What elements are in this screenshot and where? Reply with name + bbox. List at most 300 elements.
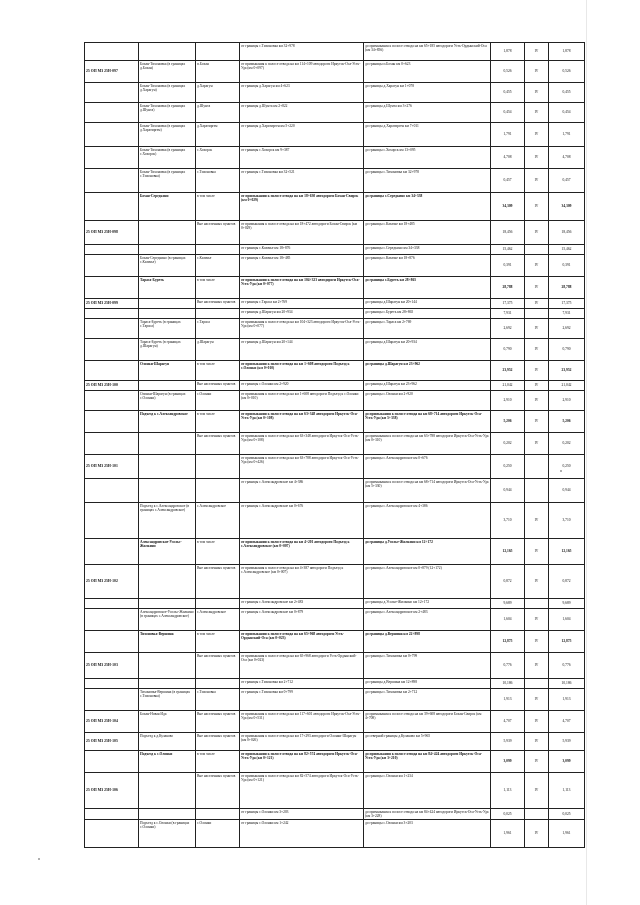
- segment-start-cell: от примыкания к полосе отвода на км 17+293 автодороги Олонки-Шарагун (км 0+026): [240, 733, 364, 751]
- category-cell: IV: [525, 689, 549, 711]
- table-row: [85, 565, 585, 599]
- road-name-cell: Тихоновка-Вершина (в границах с.Тихоновка): [139, 689, 196, 711]
- settlement-cell: Вне населенных пунктов: [196, 565, 240, 599]
- length-cell: 12,165: [491, 539, 525, 565]
- length-cell: 18,456: [491, 221, 525, 245]
- segment-start-cell: от границы с.Александровское км 0+676: [240, 503, 364, 539]
- road-code-cell: [85, 103, 139, 123]
- segment-end-cell: до границы д.Шунта км 3+276: [364, 103, 491, 123]
- segment-end-cell: до границы с.Тихоновка км 2+712: [364, 689, 491, 711]
- length-cell: 0,790: [491, 339, 525, 361]
- category-cell: [525, 479, 549, 503]
- road-code-cell: [85, 503, 139, 539]
- segment-end-cell: до границы с.Хохорск км 13+095: [364, 147, 491, 169]
- settlement-cell: д.Шарагун: [196, 339, 240, 361]
- road-name-cell: [139, 309, 196, 319]
- table-row: [85, 751, 585, 773]
- segment-end-cell: до примыкания к полосе отвода на км 68+714 автодороги Иркутск-Оса-Усть-Уда (км 5+330): [364, 479, 491, 503]
- total-length-cell: 1,791: [549, 123, 585, 147]
- road-name-cell: [139, 43, 196, 61]
- length-cell: 1,604: [491, 609, 525, 631]
- length-cell: 0,944: [491, 479, 525, 503]
- settlement-cell: Вне населенных пунктов: [196, 433, 240, 455]
- settlement-cell: Вне населенных пунктов: [196, 773, 240, 809]
- road-name-cell: Бохан-Тихоновка (в границах д.Шунта): [139, 103, 196, 123]
- category-cell: IV: [525, 339, 549, 361]
- roads-table: [84, 42, 585, 848]
- segment-start-cell: от границы с.Тихоновка км 0+799: [240, 689, 364, 711]
- segment-end-cell: до границы д.Вершина км 22+898: [364, 631, 491, 653]
- category-cell: IV: [525, 711, 549, 733]
- segment-end-cell: до границы д.Вершина км 12+898: [364, 679, 491, 689]
- road-code-cell: [85, 169, 139, 193]
- road-name-cell: [139, 653, 196, 679]
- road-code-cell: [85, 809, 139, 820]
- segment-start-cell: от границы с.Казачье км 18+876: [240, 245, 364, 255]
- road-code-cell: 25 ОП МЗ 25Н-105: [85, 733, 139, 751]
- total-length-cell: 0,872: [549, 565, 585, 599]
- table-row: [85, 361, 585, 381]
- road-name-cell: [139, 479, 196, 503]
- category-cell: IV: [525, 123, 549, 147]
- segment-start-cell: от примыкания к полосе отвода на км 1+608 автодороги Подъезд к с.Олонки (км 0+010): [240, 361, 364, 381]
- segment-end-cell: до границы д.Усолье-Жилкино км 12+172: [364, 539, 491, 565]
- total-length-cell: 4,708: [549, 147, 585, 169]
- settlement-cell: с.Казачье: [196, 255, 240, 277]
- road-name-cell: Тараса-Буреть: [139, 277, 196, 299]
- category-cell: IV: [525, 820, 549, 848]
- road-code-cell: 25 ОП МЗ 25Н-102: [85, 565, 139, 599]
- total-length-cell: 1,113: [549, 773, 585, 809]
- road-name-cell: [139, 455, 196, 479]
- category-cell: IV: [525, 319, 549, 339]
- length-cell: 0,526: [491, 61, 525, 83]
- segment-start-cell: от примыкания к полосе отвода на км 4+387 автодороги Подъезд к с.Александровское (км 0+007): [240, 565, 364, 599]
- length-cell: 17,375: [491, 299, 525, 309]
- total-length-cell: 12,875: [549, 631, 585, 653]
- segment-end-cell: до границы с.Казачье км 18+485: [364, 221, 491, 245]
- category-cell: IV: [525, 733, 549, 751]
- road-code-cell: [85, 539, 139, 565]
- settlement-cell: с.Тихоновка: [196, 169, 240, 193]
- segment-start-cell: от примыкания к полосе отвода на км 104+323 автодороги Иркутск-Оса-Усть-Уда (км 0+077): [240, 277, 364, 299]
- length-cell: 0,391: [491, 255, 525, 277]
- length-cell: 10,186: [491, 679, 525, 689]
- road-name-cell: Подъезд к д.Кулаково: [139, 733, 196, 751]
- segment-end-cell: до границы с.Олонки км 1+234: [364, 773, 491, 809]
- category-cell: [525, 809, 549, 820]
- road-code-cell: [85, 123, 139, 147]
- category-cell: IV: [525, 43, 549, 61]
- total-length-cell: 5,206: [549, 411, 585, 433]
- table-row: [85, 433, 585, 455]
- segment-end-cell: до границы с.Тихоновка км 0+799: [364, 653, 491, 679]
- segment-start-cell: от границы с.Тихоновка км 2+712: [240, 679, 364, 689]
- segment-start-cell: от границы д.Шарагун км 20+144: [240, 339, 364, 361]
- road-name-cell: Бохан-Тихоновка (в границах с.Тихоновка): [139, 169, 196, 193]
- category-cell: IV: [525, 381, 549, 391]
- length-cell: 7,931: [491, 309, 525, 319]
- length-cell: 3,710: [491, 503, 525, 539]
- table-row: [85, 539, 585, 565]
- road-code-cell: [85, 391, 139, 411]
- road-code-cell: [85, 689, 139, 711]
- category-cell: IV: [525, 221, 549, 245]
- category-cell: IV: [525, 773, 549, 809]
- settlement-cell: Вне населенных пунктов: [196, 711, 240, 733]
- table-row: [85, 221, 585, 245]
- table-row: [85, 43, 585, 61]
- settlement-cell: [196, 245, 240, 255]
- segment-start-cell: от границы с.Александровское км 2+483: [240, 599, 364, 609]
- road-name-cell: Бохан-Тихоновка (в границах д.Харатирген): [139, 123, 196, 147]
- category-cell: IV: [525, 277, 549, 299]
- segment-start-cell: от примыкания к полосе отвода на км 63+348 автодороги Иркутск-Оса-Усть-Уда (км 0+108): [240, 433, 364, 455]
- table-row: [85, 689, 585, 711]
- segment-end-cell: до примыкания к полосе отвода на км 68+714 автодороги Иркутск-Оса-Усть-Уда (км 5+338): [364, 411, 491, 433]
- settlement-cell: [196, 455, 240, 479]
- length-cell: 0,872: [491, 565, 525, 599]
- segment-start-cell: от границы д.Шунта км 2+822: [240, 103, 364, 123]
- road-code-cell: [85, 43, 139, 61]
- category-cell: IV: [525, 653, 549, 679]
- table-row: [85, 391, 585, 411]
- segment-end-cell: до границы с.Олонки км 2+920: [364, 391, 491, 411]
- length-cell: 0,454: [491, 103, 525, 123]
- segment-end-cell: до границы д.Шарагун км 20+144: [364, 299, 491, 309]
- segment-start-cell: от границы с.Александровское км 0+879: [240, 609, 364, 631]
- road-code-cell: [85, 255, 139, 277]
- segment-end-cell: до границы с.Буреть км 28+865: [364, 309, 491, 319]
- road-name-cell: Александровское-Усольс-Жилкино: [139, 539, 196, 565]
- road-code-cell: [85, 361, 139, 381]
- settlement-cell: в том числе: [196, 193, 240, 221]
- segment-end-cell: до границы с.Александровское км 0+676: [364, 455, 491, 479]
- settlement-cell: [196, 309, 240, 319]
- length-cell: 0,457: [491, 169, 525, 193]
- length-cell: 1,791: [491, 123, 525, 147]
- category-cell: IV: [525, 411, 549, 433]
- road-code-cell: 25 ОП МЗ 25Н-106: [85, 773, 139, 809]
- length-cell: 21,042: [491, 381, 525, 391]
- total-length-cell: 0,776: [549, 653, 585, 679]
- table-row: [85, 147, 585, 169]
- road-code-cell: [85, 83, 139, 103]
- road-name-cell: [139, 221, 196, 245]
- table-row: [85, 381, 585, 391]
- table-row: [85, 83, 585, 103]
- table-row: [85, 309, 585, 319]
- settlement-cell: в том числе: [196, 539, 240, 565]
- table-row: [85, 61, 585, 83]
- road-name-cell: Тараса-Буреть (в границах д.Шарагун): [139, 339, 196, 361]
- settlement-cell: с.Тихоновка: [196, 689, 240, 711]
- total-length-cell: 1,604: [549, 609, 585, 631]
- category-cell: IV: [525, 255, 549, 277]
- table-row: [85, 631, 585, 653]
- segment-start-cell: от примыкания к полосе отвода на км 63+788 автодороги Иркутск-Оса-Усть-Уда (км 0+426): [240, 455, 364, 479]
- road-code-cell: [85, 631, 139, 653]
- length-cell: 0,455: [491, 83, 525, 103]
- settlement-cell: с.Александровское: [196, 503, 240, 539]
- settlement-cell: [196, 479, 240, 503]
- length-cell: 0,250: [491, 455, 525, 479]
- segment-end-cell: до примыкания к полосе отвода на км 65+185 автодороги Усть-Ордынский-Оса (км 34+856): [364, 43, 491, 61]
- category-cell: IV: [525, 193, 549, 221]
- length-cell: 4,708: [491, 147, 525, 169]
- settlement-cell: с.Хохорск: [196, 147, 240, 169]
- road-name-cell: Подъезд к с.Олонки (в границах с.Олонки): [139, 820, 196, 848]
- road-code-cell: [85, 599, 139, 609]
- roads-register-page: [84, 42, 584, 882]
- table-row: [85, 123, 585, 147]
- table-row: [85, 820, 585, 848]
- segment-start-cell: от примыкания к полосе отвода на км 18+630 автодороги Бохан-Свирск (км 0+029): [240, 193, 364, 221]
- total-length-cell: 0,455: [549, 83, 585, 103]
- road-code-cell: [85, 245, 139, 255]
- table-row: [85, 455, 585, 479]
- length-cell: 1,113: [491, 773, 525, 809]
- category-cell: [525, 309, 549, 319]
- settlement-cell: Вне населенных пунктов: [196, 381, 240, 391]
- table-row: [85, 773, 585, 809]
- segment-end-cell: до границы с.Тихоновка км 32+978: [364, 169, 491, 193]
- segment-end-cell: до границы с.Олонки км 3+203: [364, 820, 491, 848]
- road-name-cell: Бохан-Середкино: [139, 193, 196, 221]
- segment-start-cell: от границы д.Шарагун км 20+934: [240, 309, 364, 319]
- total-length-cell: 3,099: [549, 751, 585, 773]
- road-name-cell: [139, 299, 196, 309]
- road-name-cell: [139, 381, 196, 391]
- segment-end-cell: до примыкания к полосе отвода на км 39+608 автодороги Бохан-Свирск (км 4+708): [364, 711, 491, 733]
- road-name-cell: [139, 433, 196, 455]
- page-fold-line: [586, 0, 587, 905]
- segment-start-cell: от границы д.Харагун км 4+623: [240, 83, 364, 103]
- settlement-cell: с.Олонки: [196, 391, 240, 411]
- table-row: [85, 733, 585, 751]
- segment-end-cell: до примыкания к полосе отвода на км 63+788 автодороги Иркутск-Оса-Усть-Уда (км 0+310): [364, 433, 491, 455]
- road-name-cell: Бохан-Тихоновка (в границах д.Харагун): [139, 83, 196, 103]
- length-cell: 2,692: [491, 319, 525, 339]
- total-length-cell: 7,931: [549, 309, 585, 319]
- segment-start-cell: от границы с.Олонки км 2+920: [240, 381, 364, 391]
- total-length-cell: 2,910: [549, 391, 585, 411]
- category-cell: IV: [525, 391, 549, 411]
- segment-end-cell: до северной границы д.Кулаково км 5+965: [364, 733, 491, 751]
- total-length-cell: 28,788: [549, 277, 585, 299]
- segment-start-cell: от примыкания к полосе отвода на км 4+201 автодороги Подъезд к с.Александровское (км 0+007): [240, 539, 364, 565]
- road-name-cell: [139, 245, 196, 255]
- table-row: [85, 299, 585, 309]
- road-code-cell: [85, 147, 139, 169]
- road-name-cell: Тараса-Буреть (в границах с.Тараса): [139, 319, 196, 339]
- category-cell: IV: [525, 565, 549, 599]
- segment-end-cell: до границы д.Шарагун км 23+962: [364, 361, 491, 381]
- segment-end-cell: до границы с.Середкино км 34+338: [364, 193, 491, 221]
- table-row: [85, 339, 585, 361]
- table-row: [85, 255, 585, 277]
- total-length-cell: 0,025: [549, 809, 585, 820]
- settlement-cell: с.Александровское: [196, 609, 240, 631]
- road-name-cell: [139, 809, 196, 820]
- length-cell: 15,462: [491, 245, 525, 255]
- table-row: [85, 103, 585, 123]
- road-code-cell: [85, 339, 139, 361]
- road-name-cell: Подъезд к с.Александровское: [139, 411, 196, 433]
- category-cell: IV: [525, 631, 549, 653]
- total-length-cell: 15,462: [549, 245, 585, 255]
- road-name-cell: Подъезд к с.Александровское (в границах с.Александровское): [139, 503, 196, 539]
- road-code-cell: 25 ОП МЗ 25Н-101: [85, 455, 139, 479]
- segment-end-cell: до примыкания к полосе отвода на км 84+424 автодороги Иркутск-Оса-Усть-Уда (км 3+210): [364, 751, 491, 773]
- category-cell: IV: [525, 299, 549, 309]
- total-length-cell: 9,689: [549, 599, 585, 609]
- road-code-cell: [85, 309, 139, 319]
- road-name-cell: Подъезд к с.Олонки: [139, 751, 196, 773]
- settlement-cell: п.Бохан: [196, 61, 240, 83]
- settlement-cell: в том числе: [196, 751, 240, 773]
- road-code-cell: 25 ОП МЗ 25Н-097: [85, 61, 139, 83]
- road-code-cell: 25 ОП МЗ 25Н-103: [85, 653, 139, 679]
- length-cell: 1,878: [491, 43, 525, 61]
- segment-start-cell: от границы с.Тихоновка км 32+978: [240, 43, 364, 61]
- table-row: [85, 609, 585, 631]
- road-code-cell: [85, 479, 139, 503]
- settlement-cell: Вне населенных пунктов: [196, 299, 240, 309]
- segment-start-cell: от примыкания к полосе отвода на км 82+574 автодороги Иркутск-Оса-Усть-Уда (км 0+121): [240, 773, 364, 809]
- segment-start-cell: от примыкания к полосе отвода на км 65+968 автодороги Усть-Ордынский-Оса (км 0+023): [240, 653, 364, 679]
- category-cell: IV: [525, 61, 549, 83]
- length-cell: 0,776: [491, 653, 525, 679]
- segment-start-cell: от границы с.Тихоновка км 32+521: [240, 169, 364, 193]
- category-cell: [525, 245, 549, 255]
- segment-end-cell: до границы с.Буреть км 28+865: [364, 277, 491, 299]
- road-name-cell: [139, 599, 196, 609]
- road-code-cell: 25 ОП МЗ 25Н-098: [85, 221, 139, 245]
- length-cell: 12,875: [491, 631, 525, 653]
- settlement-cell: в том числе: [196, 361, 240, 381]
- road-code-cell: [85, 679, 139, 689]
- table-row: [85, 653, 585, 679]
- road-code-cell: [85, 193, 139, 221]
- road-code-cell: [85, 820, 139, 848]
- road-name-cell: Бохан-Новая Ида: [139, 711, 196, 733]
- settlement-cell: Вне населенных пунктов: [196, 221, 240, 245]
- length-cell: 5,206: [491, 411, 525, 433]
- road-name-cell: Олонки-Шарагун (в границах с.Олонки): [139, 391, 196, 411]
- segment-end-cell: до границы с.Середкино км 34+338: [364, 245, 491, 255]
- settlement-cell: с.Тараса: [196, 319, 240, 339]
- settlement-cell: с.Олонки: [196, 820, 240, 848]
- settlement-cell: [196, 679, 240, 689]
- road-name-cell: [139, 679, 196, 689]
- roads-table-body: [85, 43, 585, 848]
- settlement-cell: д.Харагун: [196, 83, 240, 103]
- category-cell: [525, 679, 549, 689]
- segment-start-cell: от примыкания к полосе отвода на км 65+968 автодороги Усть-Ордынский-Оса (км 0+023): [240, 631, 364, 653]
- segment-end-cell: до границы п.Бохан км 0+623: [364, 61, 491, 83]
- length-cell: 34,309: [491, 193, 525, 221]
- length-cell: 5,939: [491, 733, 525, 751]
- table-row: [85, 679, 585, 689]
- total-length-cell: 1,961: [549, 820, 585, 848]
- table-row: [85, 193, 585, 221]
- road-name-cell: [139, 773, 196, 809]
- category-cell: IV: [525, 503, 549, 539]
- table-row: [85, 245, 585, 255]
- segment-end-cell: до границы с.Казачье км 18+876: [364, 255, 491, 277]
- category-cell: IV: [525, 83, 549, 103]
- road-code-cell: [85, 277, 139, 299]
- length-cell: 3,099: [491, 751, 525, 773]
- settlement-cell: в том числе: [196, 411, 240, 433]
- total-length-cell: 2,692: [549, 319, 585, 339]
- road-name-cell: Тихоновка-Вершина: [139, 631, 196, 653]
- total-length-cell: 12,165: [549, 539, 585, 565]
- length-cell: 0,025: [491, 809, 525, 820]
- category-cell: IV: [525, 751, 549, 773]
- total-length-cell: 4,707: [549, 711, 585, 733]
- total-length-cell: 0,457: [549, 169, 585, 193]
- total-length-cell: 0,790: [549, 339, 585, 361]
- settlement-cell: [196, 43, 240, 61]
- total-length-cell: 10,186: [549, 679, 585, 689]
- length-cell: 23,952: [491, 361, 525, 381]
- settlement-cell: в том числе: [196, 277, 240, 299]
- segment-end-cell: до границы с.Тараса км 2+769: [364, 319, 491, 339]
- road-name-cell: Бохан-Тихоновка (в границах д.Бохан): [139, 61, 196, 83]
- length-cell: 0,202: [491, 433, 525, 455]
- total-length-cell: 0,391: [549, 255, 585, 277]
- total-length-cell: 1,913: [549, 689, 585, 711]
- category-cell: IV: [525, 609, 549, 631]
- segment-end-cell: до границы с.Александровское км 0+879 (12+172): [364, 565, 491, 599]
- segment-start-cell: от границы д.Харатирген км 5+220: [240, 123, 364, 147]
- segment-end-cell: до границы д.Шарагун км 23+962: [364, 381, 491, 391]
- segment-start-cell: от границы с.Тараса км 2+769: [240, 299, 364, 309]
- length-cell: 4,707: [491, 711, 525, 733]
- table-row: [85, 411, 585, 433]
- table-row: [85, 503, 585, 539]
- road-name-cell: [139, 565, 196, 599]
- table-row: [85, 277, 585, 299]
- road-code-cell: 25 ОП МЗ 25Н-104: [85, 711, 139, 733]
- road-code-cell: 25 ОП МЗ 25Н-100: [85, 381, 139, 391]
- table-row: [85, 169, 585, 193]
- category-cell: IV: [525, 169, 549, 193]
- category-cell: IV: [525, 147, 549, 169]
- length-cell: 28,788: [491, 277, 525, 299]
- segment-start-cell: от примыкания к полосе отвода на км 1+608 автодороги Подъезд к с.Олонки (км 0+010): [240, 391, 364, 411]
- road-name-cell: Бохан-Тихоновка (в границах с.Хохорск): [139, 147, 196, 169]
- settlement-cell: Вне населенных пунктов: [196, 733, 240, 751]
- segment-end-cell: до границы с.Александровское км 4+386: [364, 503, 491, 539]
- total-length-cell: 5,939: [549, 733, 585, 751]
- settlement-cell: д.Харатирген: [196, 123, 240, 147]
- settlement-cell: Вне населенных пунктов: [196, 653, 240, 679]
- segment-start-cell: от примыкания к полосе отвода на км 82+574 автодороги Иркутск-Оса-Усть-Уда (км 0+121): [240, 751, 364, 773]
- segment-end-cell: до границы д.Харагун км 1+078: [364, 83, 491, 103]
- length-cell: 9,689: [491, 599, 525, 609]
- road-code-cell: 25 ОП МЗ 25Н-099: [85, 299, 139, 309]
- table-row: [85, 319, 585, 339]
- road-name-cell: Александровское-Усольс-Жилкино (в границах с.Александровское): [139, 609, 196, 631]
- length-cell: 1,913: [491, 689, 525, 711]
- category-cell: IV: [525, 433, 549, 455]
- length-cell: 1,961: [491, 820, 525, 848]
- settlement-cell: [196, 599, 240, 609]
- segment-start-cell: от границы с.Хохорск км 9+387: [240, 147, 364, 169]
